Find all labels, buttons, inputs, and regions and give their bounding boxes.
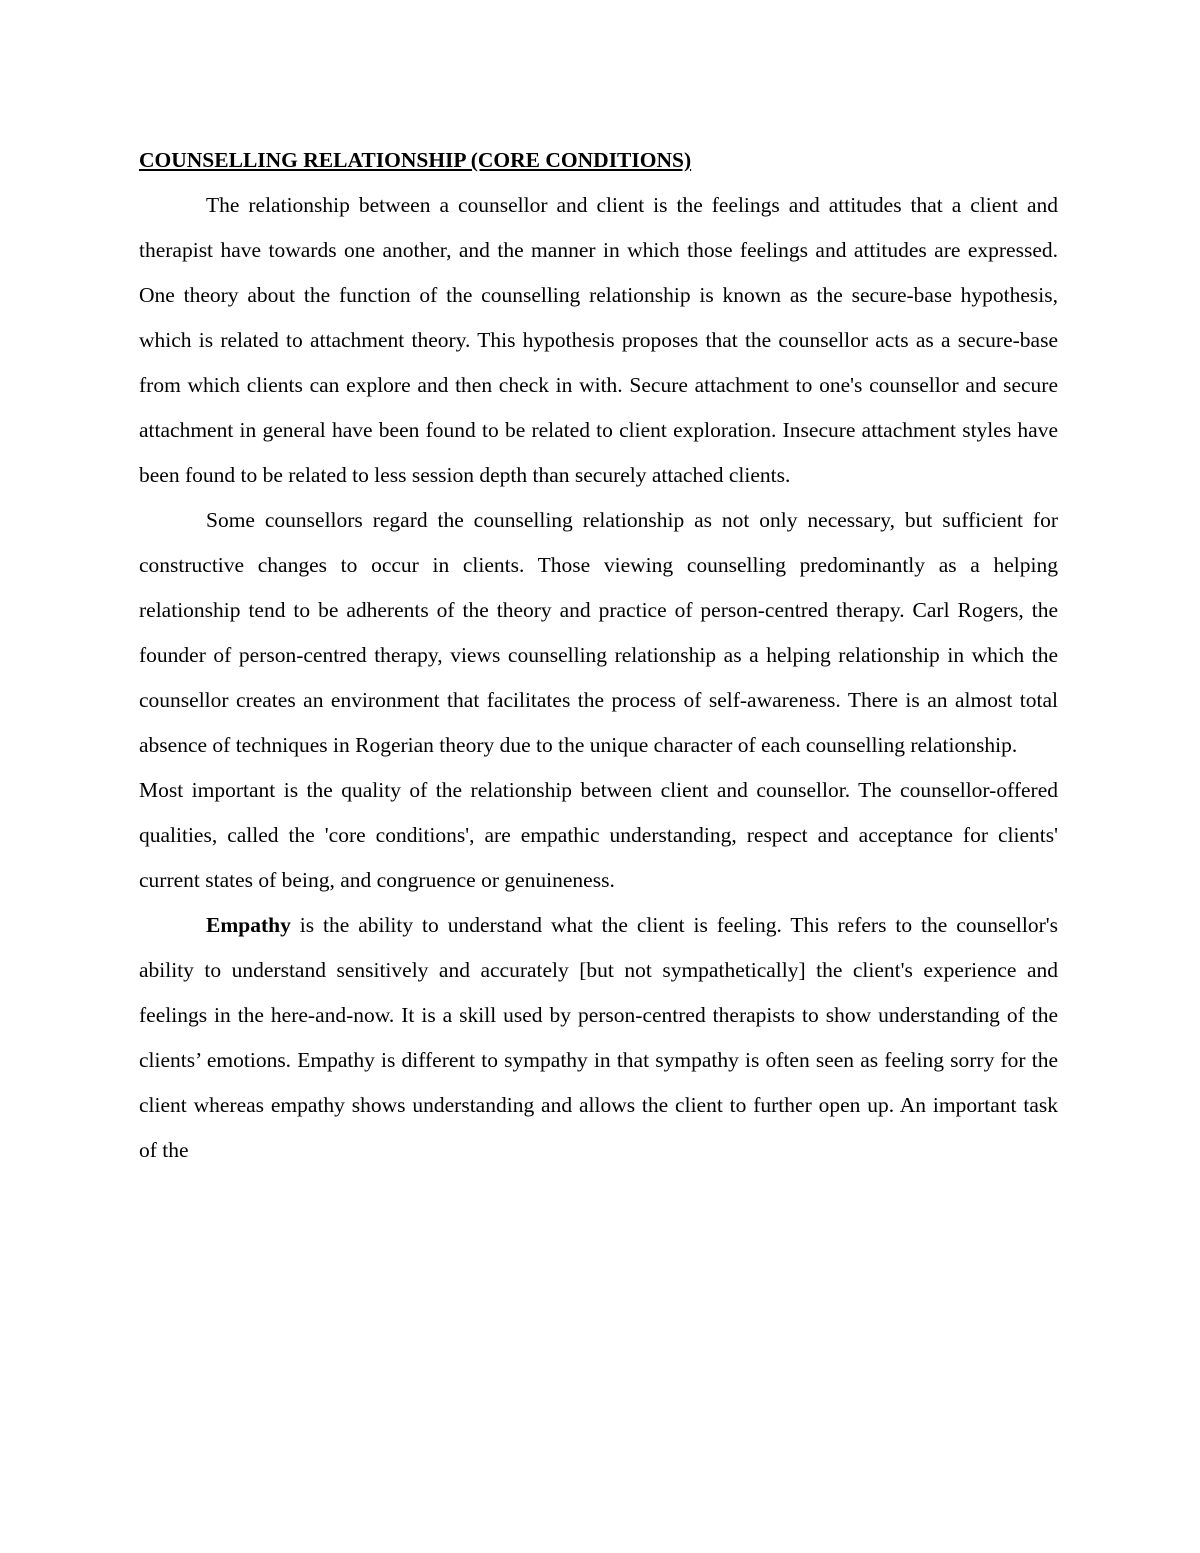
- paragraph-core-conditions: [139, 768, 1058, 903]
- document-title: COUNSELLING RELATIONSHIP (CORE CONDITIONS): [139, 148, 692, 172]
- term-empathy: Empathy: [206, 913, 291, 937]
- paragraph-text: is the ability to understand what the client is feeling. This refers to the counsellor's ability to understand sensitively and accurately [but not sympathetically] the client's experience and feelings in the here-and-now. It is a skill used by person-centred therapists to show understanding of the clients’ emotions. Empathy is different to sympathy in that sympathy is often seen as feeling sorry for the client whereas empathy shows understanding and allows the client to further open up. An important task of the: [139, 913, 1058, 1162]
- paragraph-text: Some counsellors regard the counselling relationship as not only necessary, but sufficient for constructive changes to occur in clients. Those viewing counselling predominantly as a helping relationship tend to be adherents of the theory and practice of person-centred therapy. Carl Rogers, the founder of person-centred therapy, views counselling relationship as a helping relationship in which the counsellor creates an environment that facilitates the process of self-awareness. There is an almost total absence of techniques in Rogerian theory due to the unique character of each counselling relationship.: [139, 508, 1058, 757]
- paragraph-relationship-intro: [139, 183, 1058, 498]
- paragraph-person-centred: [139, 498, 1058, 768]
- paragraph-text: Most important is the quality of the relationship between client and counsellor. The counsellor-offered qualities, called the 'core conditions', are empathic understanding, respect and acceptance for clients' current states of being, and congruence or genuineness.: [139, 778, 1058, 892]
- paragraph-empathy: [139, 903, 1058, 1173]
- paragraph-text: The relationship between a counsellor and client is the feelings and attitudes that a client and therapist have towards one another, and the manner in which those feelings and attitudes are expressed. One theory about the function of the counselling relationship is known as the secure-base hypothesis, which is related to attachment theory. This hypothesis proposes that the counsellor acts as a secure-base from which clients can explore and then check in with. Secure attachment to one's counsellor and secure attachment in general have been found to be related to client exploration. Insecure attachment styles have been found to be related to less session depth than securely attached clients.: [139, 193, 1058, 487]
- document-body: [139, 140, 1058, 1173]
